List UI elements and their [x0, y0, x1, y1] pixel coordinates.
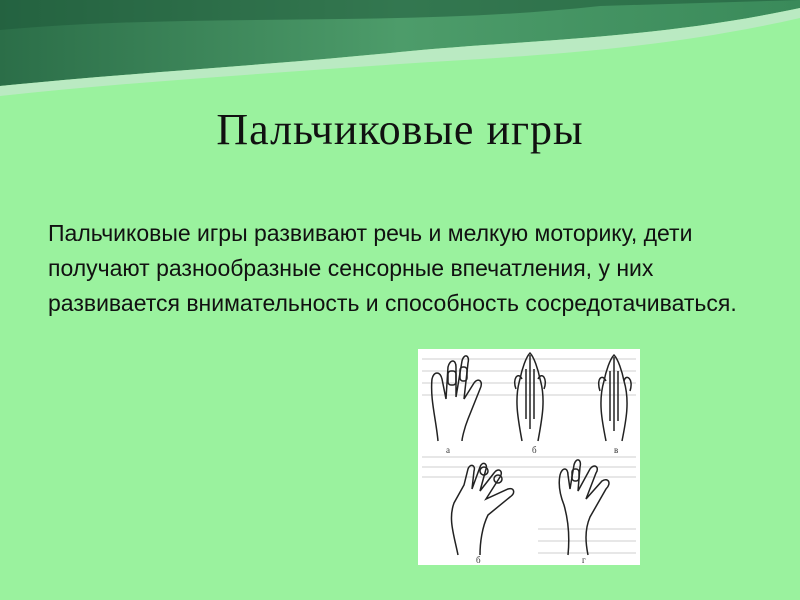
slide-body-text: Пальчиковые игры развивают речь и мелкую моторику, дети получают разнообразные сенсорные впечатления, у них развивается внимательность и способность сосредотачиваться. — [48, 220, 737, 316]
hand-diagrams-drawing — [418, 349, 640, 565]
svg-text:а: а — [446, 445, 450, 455]
hand-icon — [515, 353, 546, 441]
svg-text:в: в — [614, 445, 619, 455]
hand-icon — [599, 355, 631, 441]
hand-exercises-illustration — [418, 349, 640, 565]
svg-text:б: б — [532, 445, 537, 455]
header-wave-decoration — [0, 0, 800, 100]
slide-title: Пальчиковые игры — [216, 105, 584, 154]
svg-text:б: б — [476, 555, 481, 565]
hand-icon — [432, 356, 482, 441]
svg-text:г: г — [582, 555, 586, 565]
